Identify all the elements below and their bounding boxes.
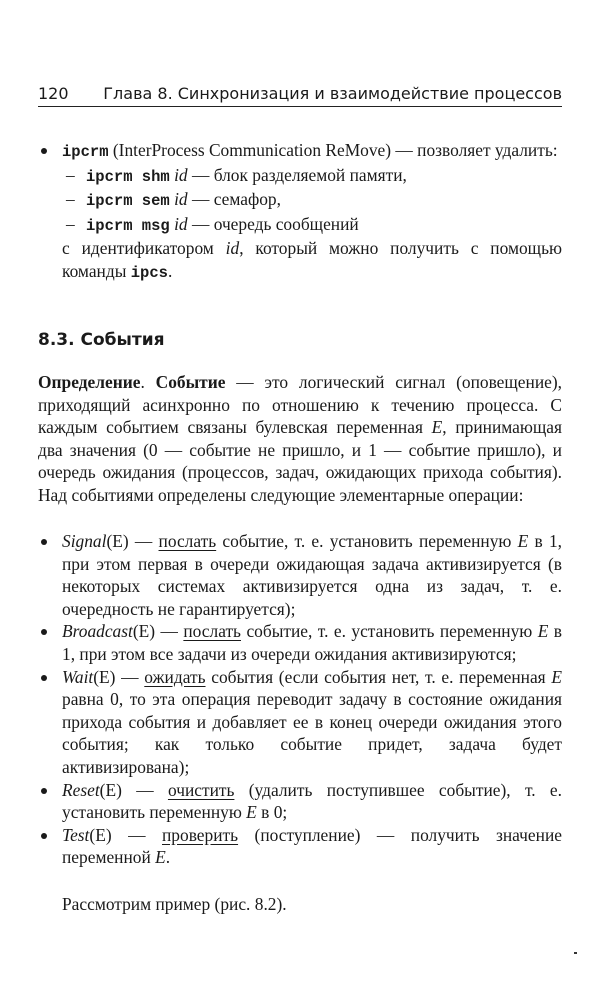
ipcrm-tail xyxy=(62,237,562,284)
scan-artifact xyxy=(574,952,577,954)
ipcrm-bullet xyxy=(38,139,562,285)
section-heading: 8.3. События xyxy=(38,330,165,350)
operation-arg: (E) xyxy=(132,621,156,642)
variable-e: E xyxy=(551,666,563,687)
definition-term: Событие xyxy=(155,372,226,392)
chapter-title: Глава 8. Синхронизация и взаимодействие процессов xyxy=(103,84,562,103)
ipcrm-subcommand xyxy=(62,188,562,213)
ipcrm-subcommand xyxy=(62,213,562,238)
operation-text: равна 0, то эта операция переводит задачу в состояние ожидания прихода события и добавляет ее в конец очереди ожидания этого события; как только событие придет, задача будет активизирована); xyxy=(62,689,562,777)
variable-e: E xyxy=(431,417,443,438)
operation-signal xyxy=(38,530,562,620)
definition-text: , принимающая два значения (0 — событие не пришло, и 1 — событие пришло), и очередь ожидания (процессов, задач, ожидающих прихода события). Над событиями определены следующие элементарные операции: xyxy=(38,417,562,505)
operation-verb: послать xyxy=(158,531,217,551)
operations-list xyxy=(38,530,562,869)
operation-arg: (E) xyxy=(106,531,129,551)
operation-text: событие, т. е. установить переменную xyxy=(241,621,538,642)
variable-e: E xyxy=(155,847,166,868)
definition-sep: . xyxy=(140,372,156,392)
operation-arg: (E) xyxy=(89,824,112,845)
operation-text: события (если события нет, т. е. переменная xyxy=(205,666,552,687)
ipcrm-subcommand xyxy=(62,164,562,189)
operation-verb: послать xyxy=(183,621,241,642)
operation-wait xyxy=(38,666,562,779)
dash: — xyxy=(121,779,168,800)
operation-text: в 1, при этом все задачи из очереди ожидания активизируются; xyxy=(62,621,563,664)
definition-paragraph xyxy=(38,371,562,507)
subcommand-arg: id xyxy=(174,164,188,185)
operation-name: Signal xyxy=(62,531,107,551)
operation-verb: ожидать xyxy=(144,666,206,687)
page-number: 120 xyxy=(38,84,69,103)
dash: — xyxy=(128,531,159,551)
running-header xyxy=(38,82,562,107)
operation-text: событие, т. е. установить переменную xyxy=(216,531,518,551)
operation-text: в 0; xyxy=(256,802,288,823)
dash: — xyxy=(155,621,184,642)
ipcrm-lead-text: (InterProcess Communication ReMove) — позволяет удалить: xyxy=(108,140,558,160)
operation-text: (удалить поступившее событие), т. е. установить переменную xyxy=(62,779,562,823)
definition-text: — это логический сигнал (оповещение), приходящий асинхронно по отношению к течению процесса. С каждым событием связаны булевская переменная xyxy=(38,372,562,438)
operation-name: Broadcast xyxy=(62,621,133,642)
ipcrm-subcommand-list xyxy=(62,164,562,238)
tail-text: , который можно получить с помощью команды xyxy=(62,238,562,281)
subcommand-code: ipcrm msg xyxy=(86,216,170,235)
operation-name: Test xyxy=(62,824,90,845)
subcommand-desc: — блок разделяемой памяти, xyxy=(187,164,407,185)
operation-verb: проверить xyxy=(162,824,239,845)
operation-arg: (E) xyxy=(93,666,116,687)
variable-e: E xyxy=(517,531,529,551)
subcommand-desc: — очередь сообщений xyxy=(187,213,359,234)
closing-sentence: Рассмотрим пример (рис. 8.2). xyxy=(62,894,287,914)
operation-verb: очистить xyxy=(167,779,235,800)
subcommand-code: ipcrm sem xyxy=(86,192,170,211)
operation-test xyxy=(38,824,562,869)
tail-text: с идентификатором xyxy=(62,238,226,259)
definition-label: Определение xyxy=(38,372,141,392)
subcommand-code: ipcrm shm xyxy=(86,167,170,186)
operation-text: . xyxy=(165,847,171,868)
variable-e: E xyxy=(246,802,257,823)
dash: — xyxy=(115,666,145,687)
dash: — xyxy=(111,824,162,845)
variable-e: E xyxy=(537,621,549,642)
ipcrm-command: ipcrm xyxy=(62,143,109,161)
operation-text: (поступление) — получить значение переменной xyxy=(62,824,562,868)
operation-name: Reset xyxy=(62,779,100,800)
operation-name: Wait xyxy=(62,666,94,687)
subcommand-arg: id xyxy=(174,189,188,210)
operation-reset xyxy=(38,779,562,824)
tail-text: . xyxy=(167,260,173,281)
operation-arg: (E) xyxy=(99,779,122,800)
subcommand-arg: id xyxy=(174,213,188,234)
ipcrm-description xyxy=(38,139,562,285)
ipcs-command: ipcs xyxy=(130,263,168,282)
operation-broadcast xyxy=(38,620,562,665)
operation-text: в 1, при этом первая в очереди ожидающая задача активизируется (в некоторых системах активизируется одна из задач, т. е. очередность не гарантируется); xyxy=(62,531,562,619)
tail-arg: id xyxy=(225,238,240,259)
ipcrm-bullet-list xyxy=(38,139,562,285)
subcommand-desc: — семафор, xyxy=(187,189,281,210)
